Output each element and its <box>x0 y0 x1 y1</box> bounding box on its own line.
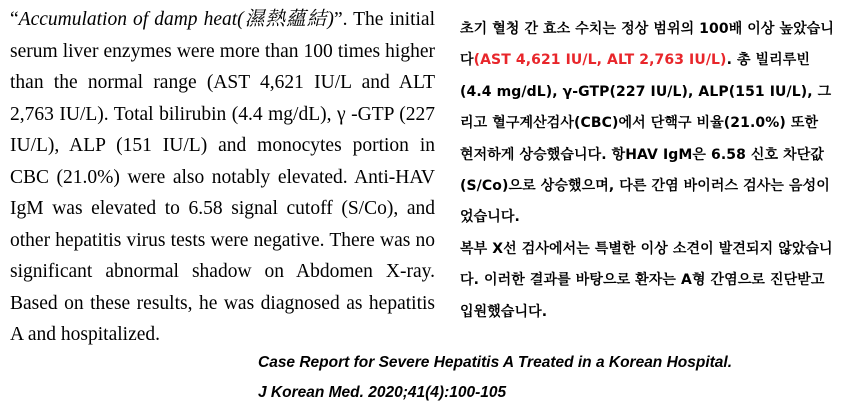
korean-p1-highlight: (AST 4,621 IU/L, ALT 2,763 IU/L) <box>473 52 727 69</box>
citation-title: Case Report for Severe Hepatitis A Treated in a Korean Hospital. <box>258 354 733 371</box>
english-paragraph <box>10 4 435 351</box>
citation <box>258 348 843 408</box>
open-quote: “ <box>10 9 19 30</box>
close-quote: ” <box>333 9 343 30</box>
korean-paragraph-2: 복부 X선 검사에서는 특별한 이상 소견이 발견되지 않았습니다. 이러한 결과를 바탕으로 환자는 A형 간염으로 진단받고 입원했습니다. <box>460 240 833 320</box>
english-text <box>10 4 435 351</box>
korean-paragraph-1 <box>460 14 836 234</box>
korean-p1-before: 초기 혈청 간 효소 수치는 정상 범위의 100배 이상 높았습니다 <box>460 21 835 69</box>
quoted-title: Accumulation of damp heat(濕熱蘊結) <box>18 9 334 30</box>
korean-p1-after: . 총 빌리루빈(4.4 mg/dL), γ-GTP(227 IU/L), ALP(151 IU/L), 그리고 혈구계산검사(CBC)에서 단핵구 비율(21.0%) 또한 현저하게 상승했습니다. 항HAV IgM은 6.58 신호 차단값(S/Co)으로 상승했으며, 다른 간염 바이러스 검사는 음성이었습니다. <box>460 52 832 226</box>
english-body: . The initial serum liver enzymes were more than 100 times higher than the normal range (AST 4,621 IU/L and ALT 2,763 IU/L). Total bilirubin (4.4 mg/dL), γ -GTP (227 IU/L), ALP (151 IU/L) and monocytes portion in CBC (21.0%) were also notably elevated. Anti-HAV IgM was elevated to 6.58 signal cutoff (S/Co), and other hepatitis virus tests were negative. There was no significant abnormal shadow on Abdomen X-ray. Based on these results, he was diagnosed as hepatitis A and hospitalized. <box>10 9 435 345</box>
korean-translation <box>460 14 836 328</box>
citation-journal: J Korean Med. 2020;41(4):100-105 <box>258 384 507 401</box>
